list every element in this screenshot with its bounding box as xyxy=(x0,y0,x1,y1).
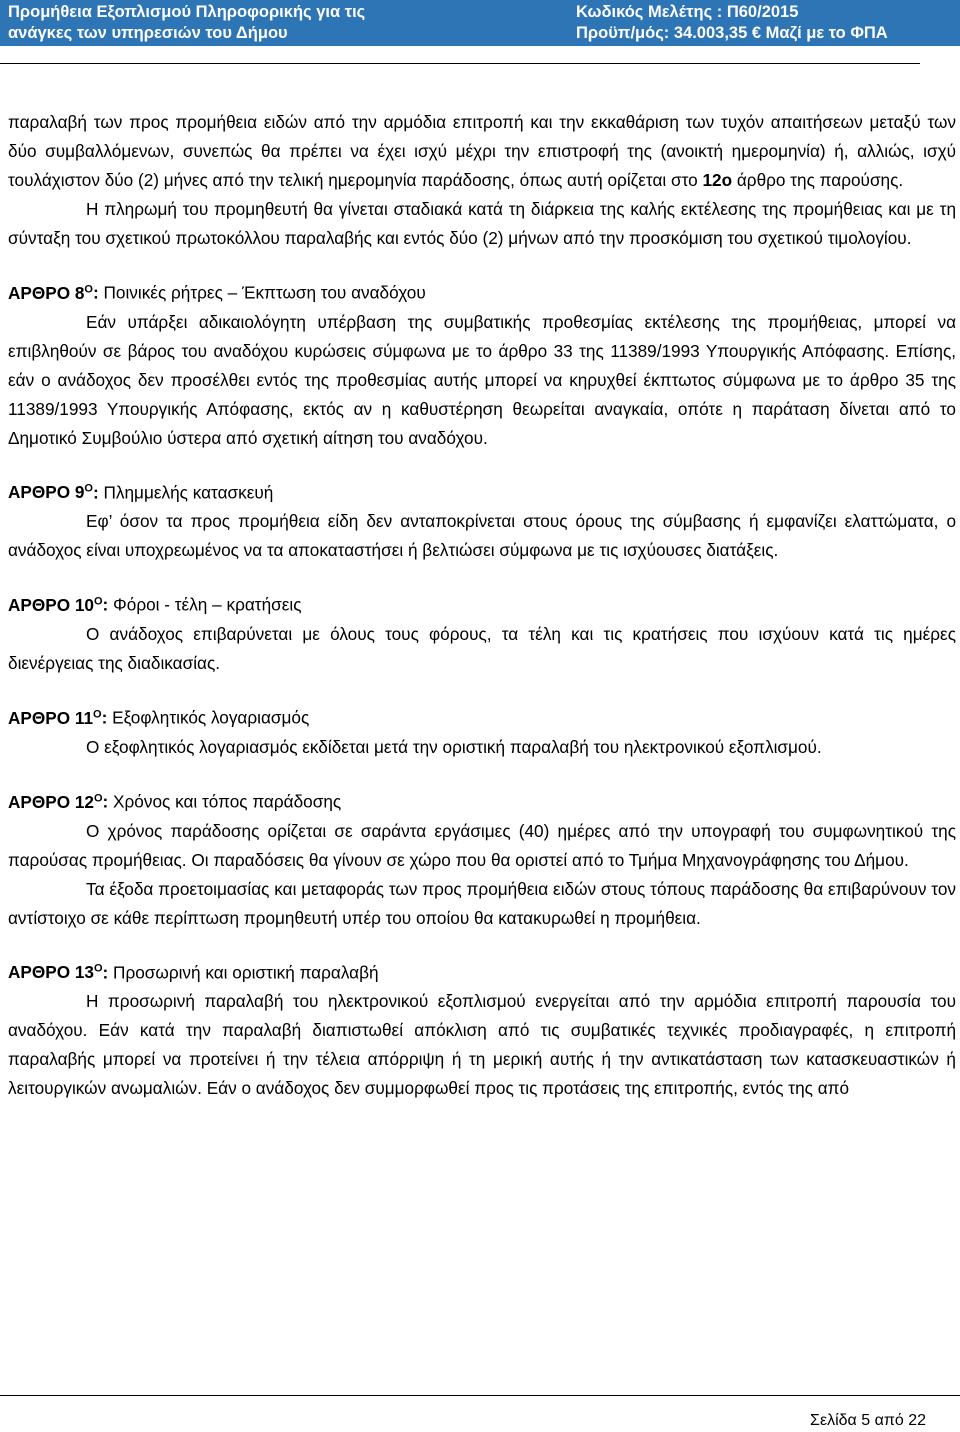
article-13-paragraph: Η προσωρινή παραλαβή του ηλεκτρονικού εξοπλισμού ενεργείται από την αρμόδια επιτροπή παρουσία του αναδόχου. Εάν κατά την παραλαβή διαπιστωθεί απόκλιση από τις συμβατικές τεχνικές προδιαγραφές, η επιτροπή παραλαβής μπορεί να προτείνει ή την τέλεια απόρριψη ή τη μερική αυτής ή την αντικατάσταση των κατασκευαστικών ή λειτουργικών ανωμαλιών. Εάν ο ανάδοχος δεν συμμορφωθεί προς τις προτάσεις της επιτροπής, εντός της από xyxy=(8,991,956,1099)
article-10-title: : Φόροι - τέλη – κρατήσεις xyxy=(102,595,302,616)
article-8-label: ΑΡΘΡΟ $8^O$ xyxy=(8,282,93,303)
article-10-paragraph: Ο ανάδοχος επιβαρύνεται με όλους τους φόρους, τα τέλη και τις κρατήσεις που ισχύουν κατά τις ημέρες διενέργειας της διαδικασίας. xyxy=(8,624,956,674)
article-12-paragraph-2: Τα έξοδα προετοιμασίας και μεταφοράς των προς προμήθεια ειδών στους τόπους παράδοσης θα επιβαρύνουν τον αντίστοιχο σε κάθε περίπτωση προμηθευτή υπέρ του οποίου θα κατακυρωθεί η προμήθεια. xyxy=(8,878,956,928)
article-12-label: ΑΡΘΡΟ $12^O$ xyxy=(8,791,103,812)
article-8-heading xyxy=(8,275,956,308)
article-11-label: ΑΡΘΡΟ $11^O$ xyxy=(8,707,102,728)
header-project-title xyxy=(8,2,365,44)
header-budget: Προϋπ/μός: 34.003,35 € Μαζί με το ΦΠΑ xyxy=(576,24,888,42)
header-study-code: Κωδικός Μελέτης : Π60/2015 xyxy=(576,3,799,21)
page-header xyxy=(0,0,960,46)
article-12-paragraph-1: Ο χρόνος παράδοσης ορίζεται σε σαράντα εργάσιμες (40) ημέρες από την υπογραφή του συμφωνητικού της παρούσας προμήθειας. Οι παραδόσεις θα γίνουν σε χώρο που θα οριστεί από το Τμήμα Μηχανογράφησης του Δήμου. xyxy=(8,820,956,870)
article-8-paragraph: Εάν υπάρξει αδικαιολόγητη υπέρβαση της συμβατικής προθεσμίας εκτέλεσης της προμήθειας, μπορεί να επιβληθούν σε βάρος του αναδόχου κυρώσεις σύμφωνα με το άρθρο 33 της 11389/1993 Υπουργικής Απόφασης. Επίσης, εάν ο ανάδοχος δεν προσέλθει εντός της προθεσμίας αυτής μπορεί να κηρυχθεί έκπτωτος σύμφωνα με το άρθρο 35 της 11389/1993 Υπουργικής Απόφασης, εκτός αν η καθυστέρηση θεωρείται αναγκαία, οπότε η παράταση δίνεται από το Δημοτικό Συμβούλιο ύστερα από σχετική αίτηση του αναδόχου. xyxy=(8,311,956,448)
intro-paragraph-2: Η πληρωμή του προμηθευτή θα γίνεται σταδιακά κατά τη διάρκεια της καλής εκτέλεσης της προμήθειας και με τη σύνταξη του σχετικού πρωτοκόλλου παραλαβής και εντός δύο (2) μήνων από την προσκόμιση του σχετικού τιμολογίου. xyxy=(8,199,956,248)
header-study-info xyxy=(576,2,888,44)
intro-text-a: παραλαβή των προς προμήθεια ειδών από την αρμόδια επιτροπή και την εκκαθάριση των τυχόν απαιτήσεων μεταξύ των δύο συμβαλλόμενων, συνεπώς θα πρέπει να έχει ισχύ μέχρι την επιστροφή της (ανοικτή ημερομηνία) ή, αλλιώς, ισχύ τουλάχιστον δύο (2) μήνες από την τελική ημερομηνία παράδοσης, όπως αυτή ορίζεται στο xyxy=(8,112,956,190)
article-9-title: : Πλημμελής κατασκευή xyxy=(92,482,274,503)
document-body xyxy=(8,108,956,1103)
header-title-line-2: ανάγκες των υπηρεσιών του Δήμου xyxy=(8,24,288,42)
page-number: Σελίδα 5 από 22 xyxy=(810,1412,926,1429)
article-9-heading xyxy=(8,475,956,508)
article-12-title: : Χρόνος και τόπος παράδοσης xyxy=(102,791,342,812)
article-11-heading xyxy=(8,700,956,733)
article-12-heading xyxy=(8,784,956,817)
article-10-label: ΑΡΘΡΟ $10^O$ xyxy=(8,595,103,616)
article-9-paragraph: Εφ’ όσον τα προς προμήθεια είδη δεν ανταποκρίνεται στους όρους της σύμβασης ή εμφανίζει ελαττώματα, ο ανάδοχος είναι υποχρεωμένος να τα αποκαταστήσει ή βελτιώσει σύμφωνα με τις ισχύουσες διατάξεις. xyxy=(8,511,956,561)
intro-text-b: άρθρο της παρούσης. xyxy=(732,170,904,190)
article-13-label: ΑΡΘΡΟ $13^O$ xyxy=(8,962,103,983)
footer-rule xyxy=(0,1395,960,1396)
article-9-label: ΑΡΘΡΟ $9^O$ xyxy=(8,482,93,503)
article-11-paragraph: Ο εξοφλητικός λογαριασμός εκδίδεται μετά την οριστική παραλαβή του ηλεκτρονικού εξοπλισμού. xyxy=(86,736,822,757)
header-rule xyxy=(0,63,920,64)
article-8-title: : Ποινικές ρήτρες – Έκπτωση του αναδόχου xyxy=(92,282,426,303)
article-11-title: : Εξοφλητικός λογαριασμός xyxy=(101,707,310,728)
article-13-title: : Προσωρινή και οριστική παραλαβή xyxy=(102,962,379,983)
intro-article-ref: 12ο xyxy=(702,170,733,190)
article-13-heading xyxy=(8,955,956,988)
article-10-heading xyxy=(8,587,956,620)
intro-paragraph-1 xyxy=(8,108,956,195)
header-title-line-1: Προμήθεια Εξοπλισμού Πληροφορικής για τις xyxy=(8,3,366,21)
